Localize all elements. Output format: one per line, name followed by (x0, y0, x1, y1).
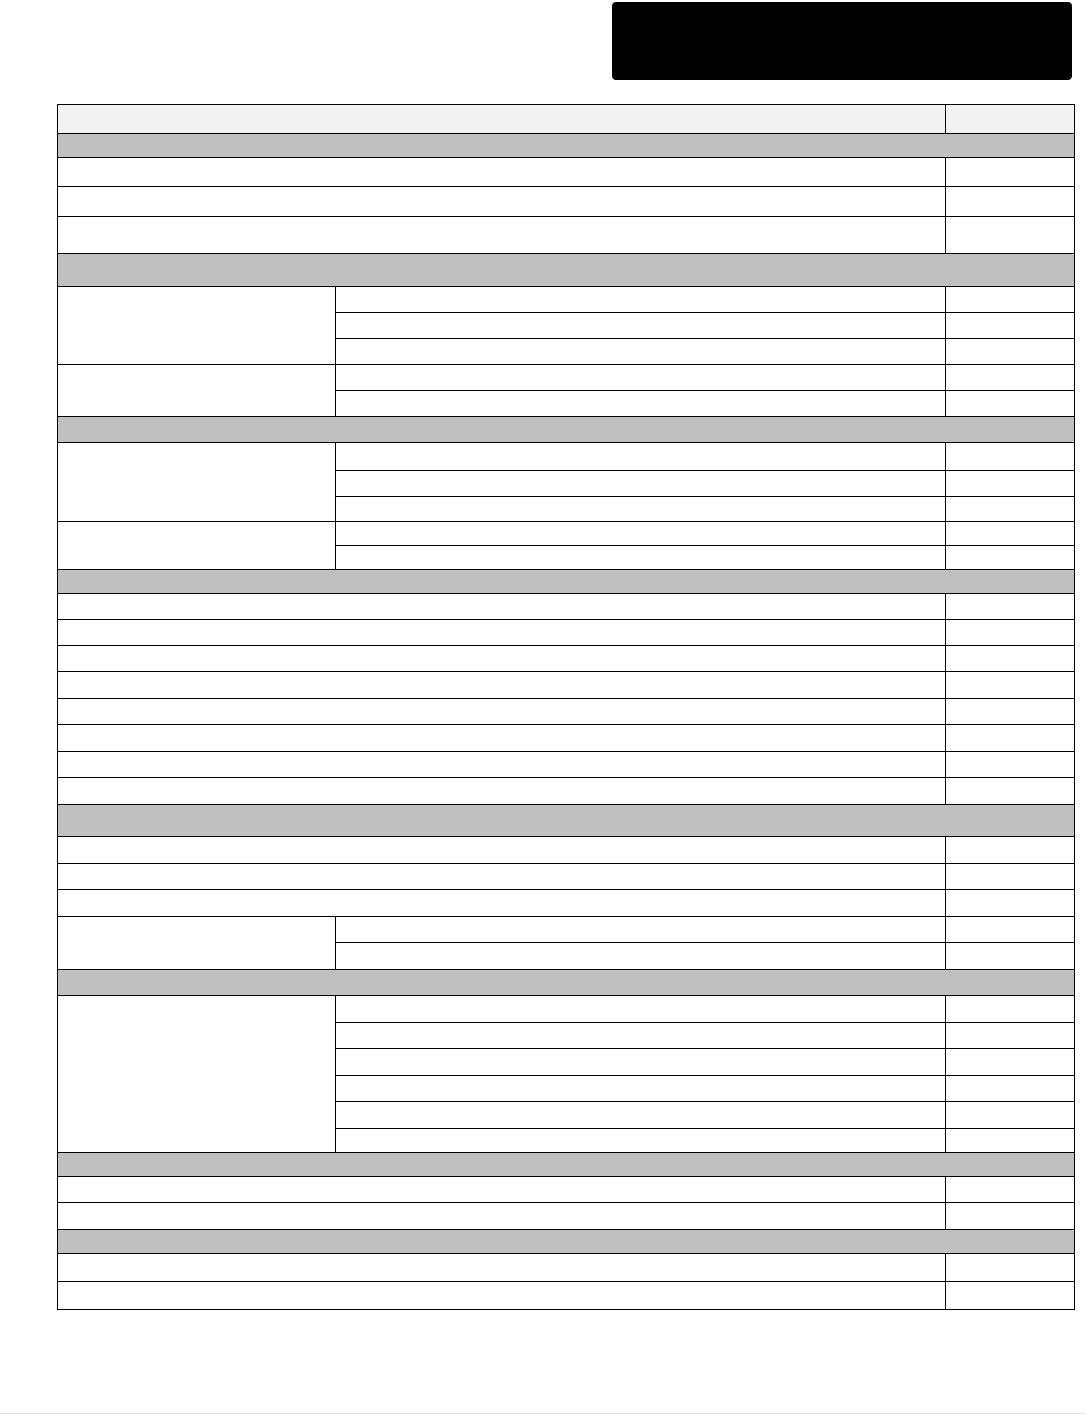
table-row (58, 699, 1075, 725)
row-value-cell[interactable] (946, 1129, 1075, 1153)
row-value-cell[interactable] (946, 313, 1075, 339)
section-header-row (58, 805, 1075, 837)
page-bottom-rule (0, 1413, 1086, 1414)
table-row (58, 1254, 1075, 1282)
table-row (58, 917, 1075, 943)
row-value-cell[interactable] (946, 443, 1075, 471)
row-label (58, 217, 946, 254)
table-row (58, 725, 1075, 752)
row-value-cell[interactable] (946, 365, 1075, 391)
section-title (58, 417, 1075, 443)
row-label (336, 1076, 946, 1102)
row-value-cell[interactable] (946, 864, 1075, 890)
section-header-row (58, 1153, 1075, 1177)
row-label (58, 158, 946, 187)
row-value-cell[interactable] (946, 339, 1075, 365)
row-value-cell[interactable] (946, 725, 1075, 752)
row-label (336, 1102, 946, 1129)
row-label (58, 620, 946, 646)
row-label (58, 752, 946, 778)
row-value-cell[interactable] (946, 672, 1075, 699)
group-label-cell (58, 522, 336, 570)
row-label (336, 943, 946, 970)
row-label (336, 497, 946, 522)
row-label (58, 672, 946, 699)
table-row (58, 864, 1075, 890)
row-label (58, 1203, 946, 1230)
row-label (336, 287, 946, 313)
group-label-cell (58, 443, 336, 522)
row-label (336, 313, 946, 339)
row-value-cell[interactable] (946, 546, 1075, 570)
header-description-cell (58, 105, 946, 134)
table-row (58, 752, 1075, 778)
row-label (58, 699, 946, 725)
row-label (58, 1177, 946, 1203)
row-label (336, 546, 946, 570)
section-header-row (58, 417, 1075, 443)
row-value-cell[interactable] (946, 1076, 1075, 1102)
row-value-cell[interactable] (946, 1049, 1075, 1076)
row-value-cell[interactable] (946, 217, 1075, 254)
row-label (58, 890, 946, 917)
row-value-cell[interactable] (946, 1254, 1075, 1282)
row-label (336, 471, 946, 497)
group-label-cell (58, 365, 336, 417)
table-row (58, 1282, 1075, 1310)
section-header-row (58, 1230, 1075, 1254)
section-header-row (58, 254, 1075, 287)
row-label (336, 339, 946, 365)
row-label (336, 996, 946, 1023)
row-label (336, 391, 946, 417)
row-value-cell[interactable] (946, 890, 1075, 917)
row-label (336, 1049, 946, 1076)
row-value-cell[interactable] (946, 699, 1075, 725)
section-title (58, 1153, 1075, 1177)
row-value-cell[interactable] (946, 1177, 1075, 1203)
row-value-cell[interactable] (946, 594, 1075, 620)
row-label (58, 646, 946, 672)
section-title (58, 970, 1075, 996)
table-row (58, 187, 1075, 217)
row-label (336, 443, 946, 471)
section-header-row (58, 134, 1075, 158)
row-value-cell[interactable] (946, 522, 1075, 546)
row-value-cell[interactable] (946, 837, 1075, 864)
row-label (58, 864, 946, 890)
table-row (58, 594, 1075, 620)
table-row (58, 837, 1075, 864)
table-row (58, 217, 1075, 254)
row-value-cell[interactable] (946, 996, 1075, 1023)
row-label (336, 1129, 946, 1153)
row-label (58, 1254, 946, 1282)
group-label-cell (58, 917, 336, 970)
section-title (58, 254, 1075, 287)
row-value-cell[interactable] (946, 471, 1075, 497)
table-row (58, 158, 1075, 187)
row-value-cell[interactable] (946, 1023, 1075, 1049)
table-row (58, 1177, 1075, 1203)
table-row (58, 443, 1075, 471)
table-row (58, 365, 1075, 391)
row-label (58, 187, 946, 217)
table-row (58, 1203, 1075, 1230)
table-header-row (58, 105, 1075, 134)
table-row (58, 620, 1075, 646)
row-value-cell[interactable] (946, 646, 1075, 672)
table-row (58, 672, 1075, 699)
section-title (58, 570, 1075, 594)
section-title (58, 805, 1075, 837)
row-value-cell[interactable] (946, 1102, 1075, 1129)
row-label (58, 1282, 946, 1310)
row-value-cell[interactable] (946, 917, 1075, 943)
row-label (58, 778, 946, 805)
row-value-cell[interactable] (946, 620, 1075, 646)
row-value-cell[interactable] (946, 158, 1075, 187)
table-row (58, 890, 1075, 917)
section-header-row (58, 570, 1075, 594)
row-value-cell[interactable] (946, 1282, 1075, 1310)
form-table (57, 104, 1075, 1310)
section-title (58, 134, 1075, 158)
section-header-row (58, 970, 1075, 996)
table-row (58, 646, 1075, 672)
table-row (58, 778, 1075, 805)
row-value-cell[interactable] (946, 497, 1075, 522)
row-value-cell[interactable] (946, 752, 1075, 778)
row-value-cell[interactable] (946, 287, 1075, 313)
header-value-cell (946, 105, 1075, 134)
row-label (58, 594, 946, 620)
row-label (336, 365, 946, 391)
table-row (58, 522, 1075, 546)
section-title (58, 1230, 1075, 1254)
row-label (58, 837, 946, 864)
row-value-cell[interactable] (946, 187, 1075, 217)
row-value-cell[interactable] (946, 943, 1075, 970)
title-box (612, 2, 1072, 80)
table-row (58, 287, 1075, 313)
group-label-cell (58, 287, 336, 365)
row-label (336, 522, 946, 546)
row-value-cell[interactable] (946, 1203, 1075, 1230)
group-label-cell (58, 996, 336, 1153)
table-row (58, 996, 1075, 1023)
row-label (58, 725, 946, 752)
row-label (336, 917, 946, 943)
row-value-cell[interactable] (946, 778, 1075, 805)
row-value-cell[interactable] (946, 391, 1075, 417)
row-label (336, 1023, 946, 1049)
